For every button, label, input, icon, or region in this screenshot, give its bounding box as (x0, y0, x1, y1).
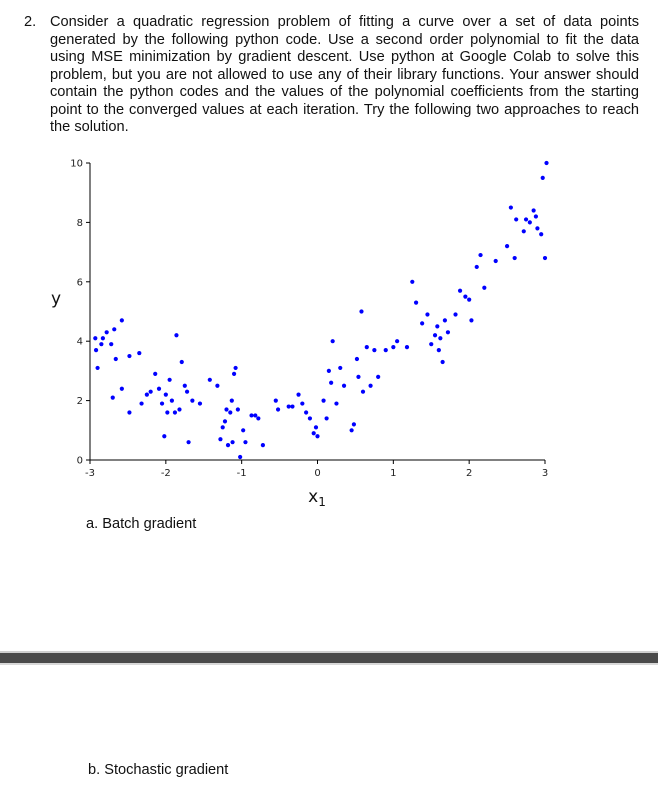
y-tick-label: 8 (76, 217, 83, 229)
data-point (120, 318, 124, 322)
data-point (544, 161, 548, 165)
data-point (334, 401, 338, 405)
data-point (253, 413, 257, 417)
data-point (405, 345, 409, 349)
data-point (287, 404, 291, 408)
question-text: Consider a quadratic regression problem of fitting a curve over a set of data points generated by the following python code. Use a second order polynomial to fit the data using MSE minimization by gradient descent. Use python at Google Colab to solve this problem, but you are not allowed to use any of their library functions. Your answer should contain the python codes and the values of the polynomial coefficients from the starting point to the converged values at each iteration. Try the following two approaches to reach the solution. (50, 14, 639, 135)
data-point (350, 428, 354, 432)
subpart-a-label: a. Batch gradient (86, 516, 197, 532)
data-point (522, 229, 526, 233)
y-tick-label: 2 (76, 396, 83, 408)
data-point (535, 226, 539, 230)
data-point (441, 360, 445, 364)
data-point (101, 336, 105, 340)
data-point (241, 428, 245, 432)
data-point (437, 348, 441, 352)
x-tick-label: 1 (390, 468, 397, 479)
x-tick-label: 2 (465, 468, 473, 479)
data-point (312, 431, 316, 435)
data-point (256, 416, 260, 420)
data-point (391, 345, 395, 349)
data-point (509, 205, 513, 209)
x-tick-label: 0 (314, 468, 321, 479)
scatter-points (93, 161, 548, 459)
y-tick-label: 0 (76, 455, 83, 467)
data-point (111, 396, 115, 400)
data-point (524, 217, 528, 221)
data-point (528, 220, 532, 224)
data-point (234, 366, 238, 370)
data-point (467, 298, 471, 302)
data-point (183, 384, 187, 388)
data-point (482, 286, 486, 290)
data-point (308, 416, 312, 420)
data-point (513, 256, 517, 260)
data-point (327, 369, 331, 373)
subpart-b-label: b. Stochastic gradient (88, 762, 229, 778)
data-point (458, 289, 462, 293)
data-point (218, 437, 222, 441)
data-point (514, 217, 518, 221)
data-point (395, 339, 399, 343)
x-tick-label: -3 (85, 468, 95, 479)
data-point (463, 295, 467, 299)
x-tick-label: -2 (160, 468, 171, 479)
data-point (543, 256, 547, 260)
page-divider (0, 651, 658, 665)
data-point (127, 410, 131, 414)
data-point (162, 434, 166, 438)
data-point (315, 434, 319, 438)
data-point (238, 455, 242, 459)
x-tick-label: 3 (541, 468, 549, 479)
data-point (331, 339, 335, 343)
data-point (145, 393, 149, 397)
data-point (173, 410, 177, 414)
data-point (325, 416, 329, 420)
data-point (420, 321, 424, 325)
data-point (190, 399, 194, 403)
data-point (221, 425, 225, 429)
data-point (153, 372, 157, 376)
data-point (109, 342, 113, 346)
data-point (186, 440, 190, 444)
y-tick-label: 10 (70, 158, 83, 170)
data-point (160, 401, 164, 405)
data-point (410, 280, 414, 284)
data-point (180, 360, 184, 364)
data-point (478, 253, 482, 257)
data-point (384, 348, 388, 352)
data-point (314, 425, 318, 429)
data-point (93, 336, 97, 340)
data-point (304, 410, 308, 414)
data-point (372, 348, 376, 352)
data-point (494, 259, 498, 263)
data-point (226, 443, 230, 447)
data-point (356, 375, 360, 379)
data-point (137, 351, 141, 355)
data-point (261, 443, 265, 447)
axis-ticks (70, 159, 548, 480)
data-point (149, 390, 153, 394)
data-point (120, 387, 124, 391)
data-point (539, 232, 543, 236)
data-point (338, 366, 342, 370)
data-point (414, 300, 418, 304)
data-point (433, 333, 437, 337)
data-point (290, 404, 294, 408)
x-tick-label: -1 (236, 468, 247, 479)
data-point (329, 381, 333, 385)
data-point (232, 372, 236, 376)
data-point (376, 375, 380, 379)
data-point (249, 413, 253, 417)
data-point (230, 399, 234, 403)
data-point (230, 440, 234, 444)
data-point (361, 390, 365, 394)
data-point (541, 176, 545, 180)
data-point (127, 354, 131, 358)
data-point (174, 333, 178, 337)
data-point (435, 324, 439, 328)
data-point (274, 399, 278, 403)
data-point (99, 342, 103, 346)
data-point (296, 393, 300, 397)
data-point (223, 419, 227, 423)
y-tick-label: 6 (76, 277, 83, 289)
data-point (438, 336, 442, 340)
data-point (365, 345, 369, 349)
data-point (164, 393, 168, 397)
data-point (185, 390, 189, 394)
y-tick-label: 4 (76, 336, 83, 348)
data-point (342, 384, 346, 388)
plot-axes-frame (90, 163, 545, 460)
data-point (228, 410, 232, 414)
data-point (425, 312, 429, 316)
data-point (165, 410, 169, 414)
data-point (236, 407, 240, 411)
data-point (321, 399, 325, 403)
data-point (168, 378, 172, 382)
data-point (208, 378, 212, 382)
data-point (224, 407, 228, 411)
data-point (475, 265, 479, 269)
data-point (215, 384, 219, 388)
data-point (443, 318, 447, 322)
data-point (198, 401, 202, 405)
y-axis-label: y (50, 289, 62, 309)
data-point (368, 384, 372, 388)
data-point (429, 342, 433, 346)
data-point (534, 214, 538, 218)
data-point (359, 309, 363, 313)
data-point (446, 330, 450, 334)
data-point (453, 312, 457, 316)
data-point (355, 357, 359, 361)
x-axis-label: $x_1$ (308, 487, 326, 509)
data-point (112, 327, 116, 331)
data-point (243, 440, 247, 444)
data-point (105, 330, 109, 334)
data-point (94, 348, 98, 352)
data-point (352, 422, 356, 426)
data-point (114, 357, 118, 361)
data-point (300, 401, 304, 405)
data-point (177, 407, 181, 411)
data-point (157, 387, 161, 391)
question-number: 2. (24, 14, 37, 30)
data-point (170, 399, 174, 403)
data-point (95, 366, 99, 370)
data-point (276, 407, 280, 411)
data-point (505, 244, 509, 248)
data-point (139, 401, 143, 405)
data-point (532, 208, 536, 212)
data-point (469, 318, 473, 322)
